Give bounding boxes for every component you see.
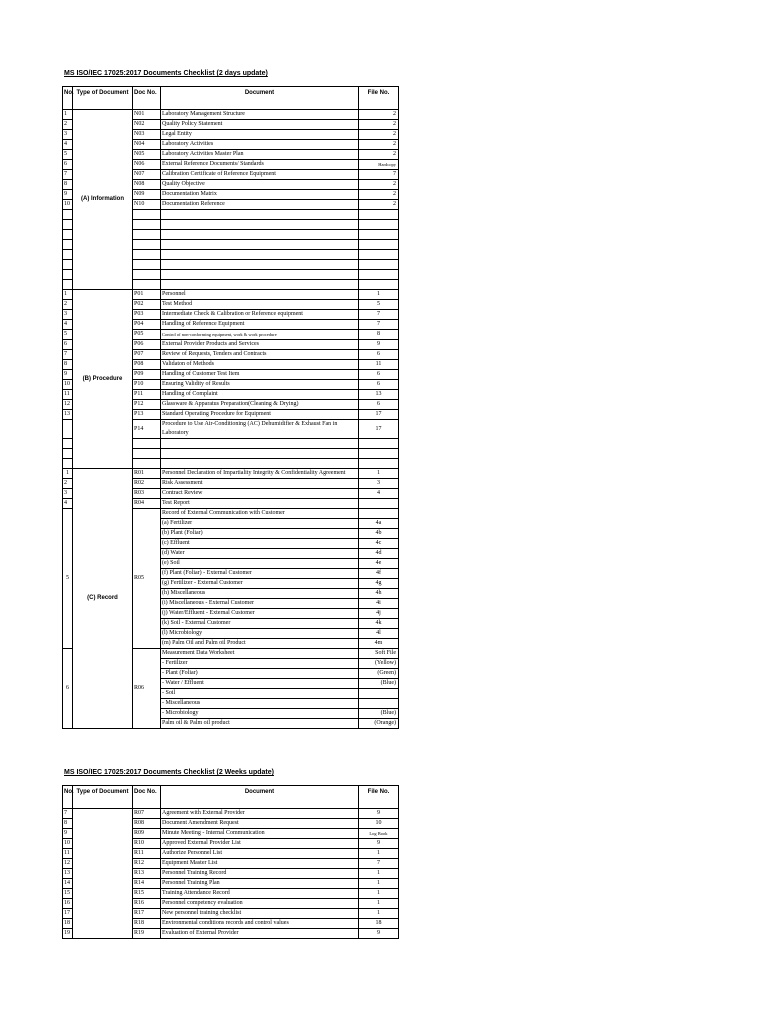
- document-name: Record of External Communication with Customer: [161, 509, 359, 519]
- checklist-title-2-weeks: MS ISO/IEC 17025:2017 Documents Checklist (2 Weeks update): [64, 769, 274, 776]
- doc-no: P13: [133, 410, 161, 420]
- row-no-empty: [63, 230, 73, 240]
- file-no: 17: [359, 410, 399, 420]
- document-name: Review of Requests, Tenders and Contracts: [161, 350, 359, 360]
- file-no: 2: [359, 130, 399, 140]
- document-name: Handling of Reference Equipment: [161, 320, 359, 330]
- file-no: 2: [359, 120, 399, 130]
- row-no: 11: [63, 849, 73, 859]
- file-no: Log Book: [359, 829, 399, 839]
- file-no: 4j: [359, 609, 399, 619]
- table-row: [63, 809, 399, 819]
- doc-no-empty: [133, 260, 161, 270]
- doc-no: R09: [133, 829, 161, 839]
- file-no: 1: [359, 469, 399, 479]
- row-no: [63, 420, 73, 439]
- checklist-table-2-days: [62, 86, 399, 729]
- doc-no: P04: [133, 320, 161, 330]
- doc-no: P06: [133, 340, 161, 350]
- file-no: 1: [359, 879, 399, 889]
- document-name: Minute Meeting - Internal Communication: [161, 829, 359, 839]
- col-header-file-no: File No.: [359, 87, 399, 110]
- document-name: Procedure to Use Air-Conditioning (AC) Dehumidifier & Exhaust Fan in Laboratory: [161, 420, 359, 439]
- row-no: 7: [63, 809, 73, 819]
- document-name: Palm oil & Palm oil product: [161, 719, 359, 729]
- doc-no: R19: [133, 929, 161, 939]
- document-name: Measurement Data Worksheet: [161, 649, 359, 659]
- row-no: 3: [63, 489, 73, 499]
- file-no: 4: [359, 489, 399, 499]
- row-no: 13: [63, 410, 73, 420]
- document-name: Test Method: [161, 300, 359, 310]
- row-no-empty: [63, 280, 73, 290]
- row-no: 5: [63, 509, 73, 649]
- type-cell-empty: [73, 809, 133, 939]
- file-no-empty: [359, 220, 399, 230]
- checklist-title-2-days: MS ISO/IEC 17025:2017 Documents Checklist (2 days update): [64, 70, 268, 77]
- document-name: Control of non-conforming equipment, work & work procedure: [161, 330, 359, 340]
- file-no: 6: [359, 380, 399, 390]
- doc-no: N01: [133, 110, 161, 120]
- doc-no-empty: [133, 270, 161, 280]
- doc-no: R12: [133, 859, 161, 869]
- doc-no-empty: [133, 439, 161, 449]
- file-no: 4c: [359, 539, 399, 549]
- group-label-procedure: (B) Procedure: [73, 290, 133, 469]
- document-name: - Water / Effluent: [161, 679, 359, 689]
- document-name: Personnel Declaration of Impartiality Integrity & Confidentiality Agreement: [161, 469, 359, 479]
- doc-no: N10: [133, 200, 161, 210]
- doc-no: R17: [133, 909, 161, 919]
- document-name: - Soil: [161, 689, 359, 699]
- document-name: Contract Review: [161, 489, 359, 499]
- col-header-type: Type of Document: [73, 786, 133, 809]
- doc-no-empty: [133, 220, 161, 230]
- document-name-empty: [161, 240, 359, 250]
- file-no-empty: [359, 210, 399, 220]
- document-name-empty: [161, 459, 359, 469]
- doc-no-empty: [133, 449, 161, 459]
- doc-no: R14: [133, 879, 161, 889]
- row-no: 4: [63, 320, 73, 330]
- row-no-empty: [63, 250, 73, 260]
- file-no: 1: [359, 899, 399, 909]
- row-no: 7: [63, 170, 73, 180]
- doc-no: N08: [133, 180, 161, 190]
- document-name: Training Attendance Record: [161, 889, 359, 899]
- row-no: 10: [63, 380, 73, 390]
- document-name: Environmental conditions records and control values: [161, 919, 359, 929]
- doc-no: R02: [133, 479, 161, 489]
- file-no: [359, 509, 399, 519]
- row-no: 14: [63, 879, 73, 889]
- doc-no: R04: [133, 499, 161, 509]
- doc-no: R01: [133, 469, 161, 479]
- file-no: 4k: [359, 619, 399, 629]
- table-header-row: [63, 786, 399, 809]
- document-name: Standard Operating Procedure for Equipment: [161, 410, 359, 420]
- file-no: 9: [359, 340, 399, 350]
- col-header-no: No.: [63, 87, 73, 110]
- row-no: 6: [63, 649, 73, 729]
- row-no-empty: [63, 459, 73, 469]
- row-no-empty: [63, 210, 73, 220]
- row-no: 2: [63, 479, 73, 489]
- document-name: - Fertilizer: [161, 659, 359, 669]
- doc-no-empty: [133, 459, 161, 469]
- file-no: 1: [359, 869, 399, 879]
- document-name: (f) Plant (Foliar) - External Customer: [161, 569, 359, 579]
- file-no: 4a: [359, 519, 399, 529]
- doc-no: R05: [133, 509, 161, 649]
- file-no: (Green): [359, 669, 399, 679]
- document-name: (m) Palm Oil and Palm oil Product: [161, 639, 359, 649]
- file-no: 18: [359, 919, 399, 929]
- doc-no: P08: [133, 360, 161, 370]
- document-name: Document Amendment Request: [161, 819, 359, 829]
- document-name: Laboratory Management Structure: [161, 110, 359, 120]
- doc-no: R13: [133, 869, 161, 879]
- row-no: 2: [63, 300, 73, 310]
- document-name: Intermediate Check & Calibration or Reference equipment: [161, 310, 359, 320]
- document-name: Evaluation of External Provider: [161, 929, 359, 939]
- document-name-empty: [161, 280, 359, 290]
- file-no: 9: [359, 929, 399, 939]
- row-no: 10: [63, 839, 73, 849]
- document-name-empty: [161, 260, 359, 270]
- doc-no: R03: [133, 489, 161, 499]
- row-no: 6: [63, 340, 73, 350]
- file-no-empty: [359, 240, 399, 250]
- doc-no: N09: [133, 190, 161, 200]
- document-name: Authorize Personnel List: [161, 849, 359, 859]
- doc-no: N02: [133, 120, 161, 130]
- col-header-doc-no: Doc No.: [133, 87, 161, 110]
- doc-no: R16: [133, 899, 161, 909]
- file-no: 2: [359, 200, 399, 210]
- doc-no-empty: [133, 210, 161, 220]
- document-name: Personnel competency evaluation: [161, 899, 359, 909]
- table-row: [63, 110, 399, 120]
- col-header-no: No.: [63, 786, 73, 809]
- file-no: 6: [359, 370, 399, 380]
- table-row: [63, 469, 399, 479]
- row-no: 11: [63, 390, 73, 400]
- file-no-empty: [359, 280, 399, 290]
- row-no: 7: [63, 350, 73, 360]
- file-no: 4b: [359, 529, 399, 539]
- document-name-empty: [161, 449, 359, 459]
- file-no: 1: [359, 849, 399, 859]
- document-name: Test Report: [161, 499, 359, 509]
- document-name: Handling of Customer Test Item: [161, 370, 359, 380]
- document-name: - Plant (Foliar): [161, 669, 359, 679]
- doc-no: R10: [133, 839, 161, 849]
- row-no: 12: [63, 400, 73, 410]
- col-header-document: Document: [161, 87, 359, 110]
- doc-no: P05: [133, 330, 161, 340]
- file-no-empty: [359, 439, 399, 449]
- file-no: 7: [359, 170, 399, 180]
- file-no: 7: [359, 859, 399, 869]
- file-no-empty: [359, 270, 399, 280]
- row-no: 13: [63, 869, 73, 879]
- file-no: 6: [359, 350, 399, 360]
- row-no: 16: [63, 899, 73, 909]
- doc-no: P01: [133, 290, 161, 300]
- doc-no: R18: [133, 919, 161, 929]
- document-name: Personnel Training Record: [161, 869, 359, 879]
- file-no: [359, 689, 399, 699]
- doc-no: R08: [133, 819, 161, 829]
- document-name: Handling of Complaint: [161, 390, 359, 400]
- doc-no: R06: [133, 649, 161, 729]
- document-name: Quality Objective: [161, 180, 359, 190]
- col-header-type: Type of Document: [73, 87, 133, 110]
- row-no: 2: [63, 120, 73, 130]
- doc-no: P02: [133, 300, 161, 310]
- file-no: Hardcopy: [359, 160, 399, 170]
- document-name: (g) Fertilizer - External Customer: [161, 579, 359, 589]
- row-no-empty: [63, 449, 73, 459]
- row-no: 12: [63, 859, 73, 869]
- file-no: 8: [359, 330, 399, 340]
- file-no: 2: [359, 180, 399, 190]
- doc-no: R11: [133, 849, 161, 859]
- doc-no-empty: [133, 240, 161, 250]
- row-no: 15: [63, 889, 73, 899]
- document-name: Documentation Reference: [161, 200, 359, 210]
- row-no: 1: [63, 469, 73, 479]
- row-no: 3: [63, 130, 73, 140]
- row-no: 10: [63, 200, 73, 210]
- row-no-empty: [63, 260, 73, 270]
- document-name: External Reference Documents/ Standards: [161, 160, 359, 170]
- document-name: (k) Soil - External Customer: [161, 619, 359, 629]
- file-no: 6: [359, 400, 399, 410]
- doc-no: P03: [133, 310, 161, 320]
- file-no-empty: [359, 459, 399, 469]
- document-name: Validaton of Methods: [161, 360, 359, 370]
- row-no: 9: [63, 370, 73, 380]
- document-name: Equipment Master List: [161, 859, 359, 869]
- file-no: 1: [359, 909, 399, 919]
- document-name: Risk Assessment: [161, 479, 359, 489]
- group-label-information: (A) Information: [73, 110, 133, 290]
- file-no-empty: [359, 250, 399, 260]
- file-no-empty: [359, 449, 399, 459]
- file-no: 17: [359, 420, 399, 439]
- document-name: (l) Microbiology: [161, 629, 359, 639]
- file-no: 4l: [359, 629, 399, 639]
- checklist-table-2-weeks: [62, 785, 399, 939]
- doc-no: N07: [133, 170, 161, 180]
- file-no: 2: [359, 190, 399, 200]
- row-no: 17: [63, 909, 73, 919]
- col-header-file-no: File No.: [359, 786, 399, 809]
- document-name-empty: [161, 270, 359, 280]
- row-no: 3: [63, 310, 73, 320]
- document-name: Agreement with External Provider: [161, 809, 359, 819]
- document-name: Glassware & Apparatus Preparation(Cleaning & Drying): [161, 400, 359, 410]
- row-no: 8: [63, 819, 73, 829]
- file-no: 2: [359, 150, 399, 160]
- document-name: Personnel Training Plan: [161, 879, 359, 889]
- row-no-empty: [63, 439, 73, 449]
- document-name: (i) Miscellaneous - External Customer: [161, 599, 359, 609]
- file-no-empty: [359, 260, 399, 270]
- document-name: Laboratory Activities: [161, 140, 359, 150]
- document-name: - Microbiology: [161, 709, 359, 719]
- file-no: 4i: [359, 599, 399, 609]
- doc-no: N03: [133, 130, 161, 140]
- row-no: 5: [63, 330, 73, 340]
- document-name: - Miscellaneous: [161, 699, 359, 709]
- document-name: Calibration Certificate of Reference Equipment: [161, 170, 359, 180]
- document-name-empty: [161, 220, 359, 230]
- row-no: 18: [63, 919, 73, 929]
- file-no: 11: [359, 360, 399, 370]
- file-no: (Blue): [359, 679, 399, 689]
- doc-no: P10: [133, 380, 161, 390]
- doc-no-empty: [133, 250, 161, 260]
- document-name: Ensuring Validity of Results: [161, 380, 359, 390]
- doc-no: P14: [133, 420, 161, 439]
- row-no-empty: [63, 220, 73, 230]
- document-name-empty: [161, 250, 359, 260]
- doc-no: N04: [133, 140, 161, 150]
- document-name: (d) Water: [161, 549, 359, 559]
- row-no: 4: [63, 140, 73, 150]
- doc-no-empty: [133, 280, 161, 290]
- row-no: 19: [63, 929, 73, 939]
- file-no: 5: [359, 300, 399, 310]
- document-name: Documentation Matrix: [161, 190, 359, 200]
- doc-no: P07: [133, 350, 161, 360]
- doc-no: N05: [133, 150, 161, 160]
- file-no: 4g: [359, 579, 399, 589]
- document-name: (b) Plant (Foliar): [161, 529, 359, 539]
- document-name: Approved External Provider List: [161, 839, 359, 849]
- document-name: (c) Effluent: [161, 539, 359, 549]
- file-no: 4h: [359, 589, 399, 599]
- document-name-empty: [161, 230, 359, 240]
- col-header-doc-no: Doc No.: [133, 786, 161, 809]
- group-label-record: (C) Record: [73, 469, 133, 729]
- doc-no: P12: [133, 400, 161, 410]
- row-no: 5: [63, 150, 73, 160]
- file-no: 7: [359, 320, 399, 330]
- file-no: 2: [359, 110, 399, 120]
- file-no: 3: [359, 479, 399, 489]
- row-no: 8: [63, 180, 73, 190]
- file-no: 4m: [359, 639, 399, 649]
- row-no: 9: [63, 829, 73, 839]
- document-name: Personnel: [161, 290, 359, 300]
- file-no: 9: [359, 839, 399, 849]
- file-no: (Blue): [359, 709, 399, 719]
- file-no: (Orange): [359, 719, 399, 729]
- row-no-empty: [63, 240, 73, 250]
- file-no: 9: [359, 809, 399, 819]
- document-name: (e) Soil: [161, 559, 359, 569]
- document-name-empty: [161, 210, 359, 220]
- document-name: Laboratory Activities Master Plan: [161, 150, 359, 160]
- file-no: 13: [359, 390, 399, 400]
- table-header-row: [63, 87, 399, 110]
- document-name: Quality Policy Statement: [161, 120, 359, 130]
- doc-no: R15: [133, 889, 161, 899]
- row-no: 8: [63, 360, 73, 370]
- file-no: 1: [359, 290, 399, 300]
- doc-no-empty: [133, 230, 161, 240]
- file-no: 4f: [359, 569, 399, 579]
- document-name: (h) Miscellaneous: [161, 589, 359, 599]
- row-no: 4: [63, 499, 73, 509]
- doc-no: R07: [133, 809, 161, 819]
- document-name: Legal Entity: [161, 130, 359, 140]
- document-name: External Provider Products and Services: [161, 340, 359, 350]
- doc-no: N06: [133, 160, 161, 170]
- file-no: 4d: [359, 549, 399, 559]
- file-no: 7: [359, 310, 399, 320]
- file-no: [359, 699, 399, 709]
- row-no: 1: [63, 290, 73, 300]
- file-no: 4e: [359, 559, 399, 569]
- row-no: 9: [63, 190, 73, 200]
- doc-no: P11: [133, 390, 161, 400]
- row-no-empty: [63, 270, 73, 280]
- file-no-empty: [359, 230, 399, 240]
- col-header-document: Document: [161, 786, 359, 809]
- file-no: 2: [359, 140, 399, 150]
- file-no: (Yellow): [359, 659, 399, 669]
- table-row: [63, 290, 399, 300]
- file-no: [359, 499, 399, 509]
- row-no: 1: [63, 110, 73, 120]
- file-no: 10: [359, 819, 399, 829]
- file-no: 1: [359, 889, 399, 899]
- file-no: Soft File: [359, 649, 399, 659]
- row-no: 6: [63, 160, 73, 170]
- document-name: (a) Fertilizer: [161, 519, 359, 529]
- document-name-empty: [161, 439, 359, 449]
- doc-no: P09: [133, 370, 161, 380]
- document-name: (j) Water/Effluent - External Customer: [161, 609, 359, 619]
- document-name: New personnel training checklist: [161, 909, 359, 919]
